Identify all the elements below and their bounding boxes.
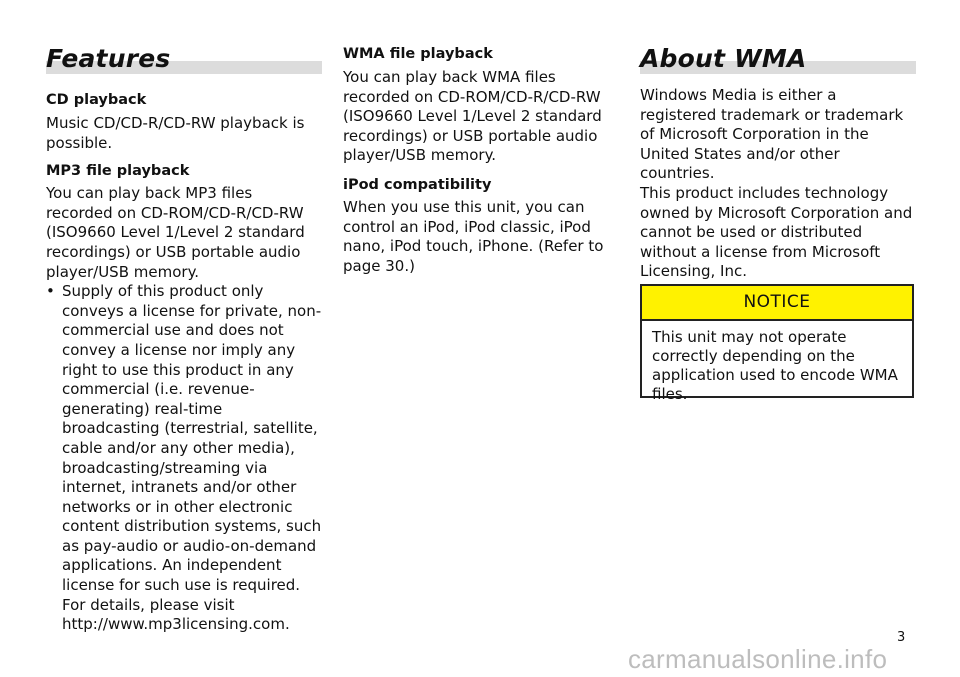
- features-title: Features: [46, 44, 171, 73]
- ipod-compatibility-heading: iPod compatibility: [343, 176, 492, 193]
- wma-playback-text: You can play back WMA files recorded on CD-ROM/CD-R/CD-RW (ISO9660 Level 1/Level 2 standard recordings) or USB portable audio player/USB memory.: [343, 68, 602, 165]
- mp3-license-text: Supply of this product only conveys a license for private, non-commercial use and does not convey a license nor imply any right to use this product in any commercial (i.e. revenue-generating) real-time broadcasting (terrestrial, satellite, cable and/or any other media), broadcasting/streaming via internet, intranets and/or other networks or in other electronic content distribution systems, such as pay-audio or audio-on-demand applications. An independent license for such use is required. For details, please visit http://www.mp3licensing.com.: [62, 282, 322, 634]
- about-wma-trademark-text: Windows Media is either a registered trademark or trademark of Microsoft Corporation in the United States and/or other countries.: [640, 86, 904, 183]
- notice-text: This unit may not operate correctly depending on the application used to encode WMA files.: [652, 328, 898, 403]
- mp3-playback-text: You can play back MP3 files recorded on CD-ROM/CD-R/CD-RW (ISO9660 Level 1/Level 2 standard recordings) or USB portable audio player/USB memory.: [46, 184, 305, 281]
- notice-heading: NOTICE: [642, 286, 912, 321]
- about-wma-title: About WMA: [640, 44, 807, 73]
- cd-playback-text: Music CD/CD-R/CD-RW playback is possible.: [46, 114, 305, 152]
- page-number: 3: [897, 630, 906, 645]
- features-column: [46, 0, 322, 635]
- watermark: carmanualsonline.info: [628, 644, 888, 674]
- cd-playback-heading: CD playback: [46, 92, 147, 108]
- mp3-playback-heading: MP3 file playback: [46, 163, 190, 180]
- ipod-compatibility-text: When you use this unit, you can control an iPod, iPod classic, iPod nano, iPod touch, iPhone. (Refer to page 30.): [343, 197, 604, 275]
- about-wma-license-text: This product includes technology owned by Microsoft Corporation and cannot be used or distributed without a license from Microsoft Licensing, Inc.: [640, 183, 913, 281]
- bullet-symbol: •: [46, 282, 55, 301]
- about-wma-column: [640, 0, 916, 282]
- mp3-license-bullet: [46, 282, 322, 635]
- middle-column: [343, 0, 623, 276]
- features-section-header: [46, 44, 322, 78]
- about-wma-section-header: [640, 44, 916, 78]
- wma-playback-heading: WMA file playback: [343, 46, 493, 62]
- notice-box: [640, 284, 914, 403]
